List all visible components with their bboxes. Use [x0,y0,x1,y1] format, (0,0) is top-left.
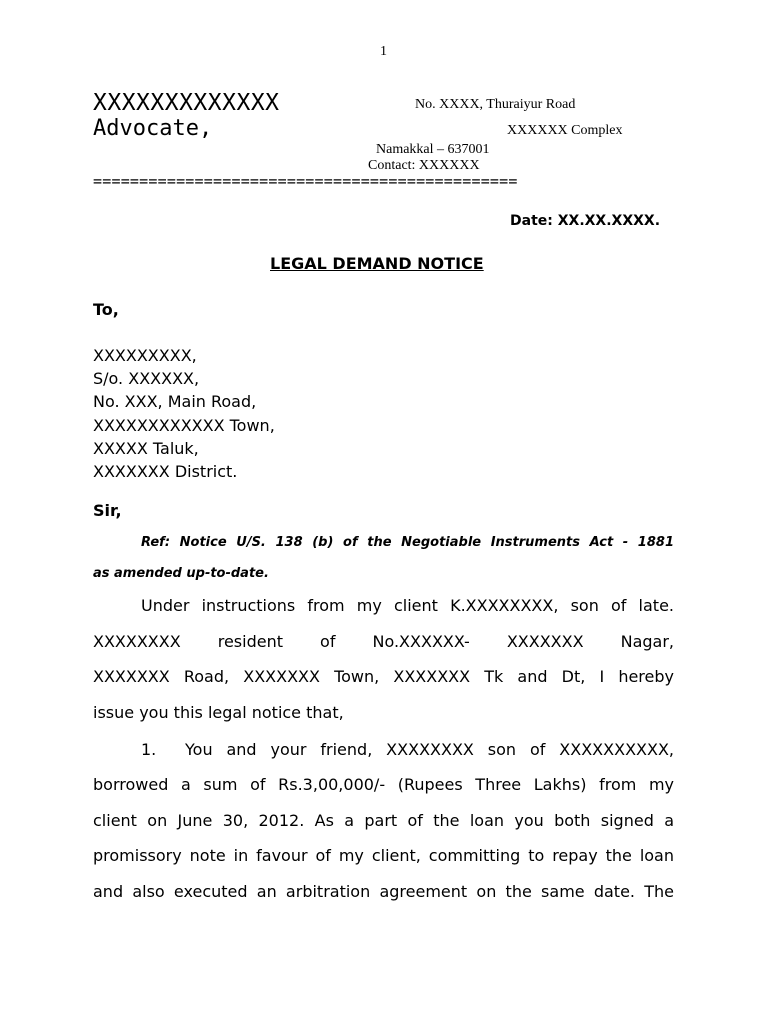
point-1-line: client on June 30, 2012. As a part of the loan you both signed a [93,811,674,830]
header-divider: ============================================== [93,172,518,190]
addressee-line: XXXXXXXXXXXX Town, [93,415,275,435]
salutation: Sir, [93,501,122,520]
addressee-line: XXXXXXXXX, [93,346,197,365]
addressee-line: XXXXXXX District. [93,462,238,482]
addressee-line: No. XXX, Main Road, [93,392,257,412]
intro-line: XXXXXXXX resident of No.XXXXXX- XXXXXXX Nagar, [93,632,674,651]
address-line-3: Namakkal – 637001 [376,142,490,157]
to-label: To, [93,300,119,319]
point-1-line: and also executed an arbitration agreement on the same date. The [93,882,674,901]
intro-line: issue you this legal notice that, [93,703,344,722]
addressee-line: S/o. XXXXXX, [93,369,200,389]
addressee-line: XXXXX Taluk, [93,438,199,458]
point-1-line: promissory note in favour of my client, committing to repay the loan [93,846,674,865]
reference-line-2: as amended up-to-date. [93,566,269,581]
address-line-2: XXXXXX Complex [507,123,623,138]
point-1-line: borrowed a sum of Rs.3,00,000/- (Rupees Three Lakhs) from my [93,775,674,794]
address-line-1: No. XXXX, Thuraiyur Road [415,97,576,112]
notice-title: LEGAL DEMAND NOTICE [270,254,484,273]
page-number: 1 [380,44,387,59]
point-1-line [141,740,674,759]
intro-line: XXXXXXX Road, XXXXXXX Town, XXXXXXX Tk and Dt, I hereby [93,667,674,686]
reference-line-1: Ref: Notice U/S. 138 (b) of the Negotiable Instruments Act - 1881 [141,535,674,550]
advocate-title: Advocate, [93,116,213,141]
point-1-text: You and your friend, XXXXXXXX son of XXXXXXXXXX, [185,740,674,759]
point-number: 1. [141,740,157,759]
advocate-name: XXXXXXXXXXXXX [93,90,280,116]
contact-line: Contact: XXXXXX [368,158,480,173]
notice-date: Date: XX.XX.XXXX. [510,213,661,229]
addressee-block [93,344,275,483]
intro-line: Under instructions from my client K.XXXXXXXX, son of late. [141,596,674,615]
